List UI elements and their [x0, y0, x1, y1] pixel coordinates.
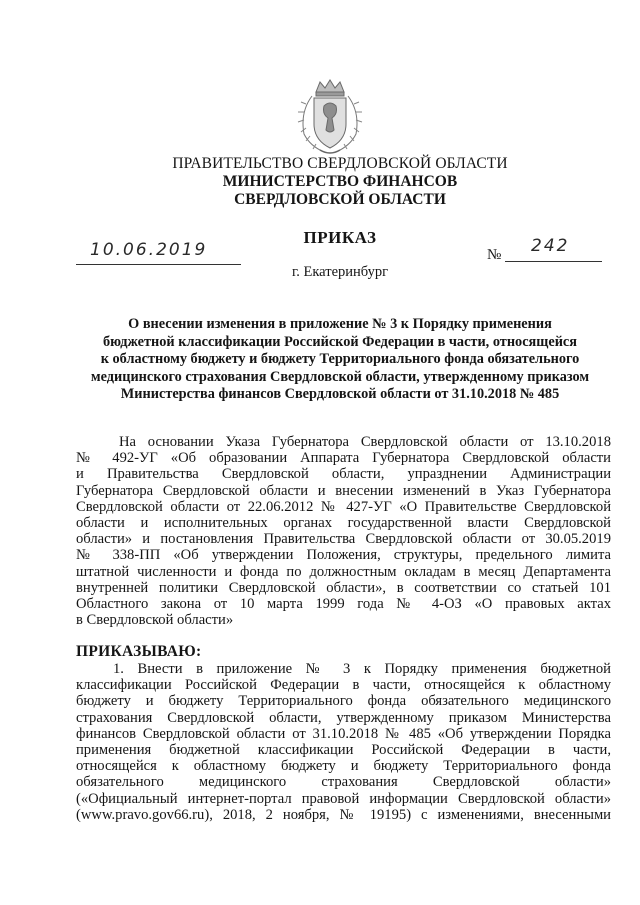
subject-line: медицинского страхования Свердловской области, утвержденному приказом: [90, 368, 590, 385]
text-line: № 338-ПП «Об утверждении Положения, структуры, предельного лимита: [76, 547, 611, 564]
preamble-paragraph: [76, 434, 611, 628]
text-line: На основании Указа Губернатора Свердловской области от 13.10.2018: [119, 434, 611, 450]
document-subject: [74, 316, 606, 404]
order-heading: ПРИКАЗЫВАЮ:: [76, 643, 202, 660]
number-label: №: [487, 247, 502, 263]
text-line: № 492-УГ «Об образовании Аппарата Губернатора Свердловской области: [76, 450, 611, 467]
text-line: обязательного медицинского страхования Свердловской области»: [76, 774, 611, 791]
subject-line: О внесении изменения в приложение № 3 к Порядку применения: [128, 316, 552, 332]
coat-of-arms-emblem: [294, 78, 366, 156]
text-line: классификации Российской Федерации в части, относящейся к областному: [76, 677, 611, 694]
date-field: [76, 240, 241, 265]
text-line: в Свердловской области»: [76, 612, 234, 629]
number-field: [505, 236, 602, 262]
city-line: г. Екатеринбург: [291, 264, 389, 280]
text-line: Областного закона от 10 марта 1999 года № 4-ОЗ «О правовых актах: [76, 595, 611, 612]
text-line: области» и постановления Правительства Свердловской области от 30.05.2019: [76, 531, 611, 548]
text-line: Губернатора Свердловской области и внесении изменений в Указ Губернатора: [76, 482, 611, 499]
text-line: (www.pravo.gov66.ru), 2018, 2 ноября, № 19195) с изменениями, внесенными: [76, 806, 611, 823]
handwritten-number: 242: [531, 236, 570, 256]
text-line: внутренней политики Свердловской области», в соответствии со статьей 101: [76, 579, 611, 596]
text-line: применения бюджетной классификации Российской Федерации в части,: [76, 741, 611, 758]
region-heading: СВЕРДЛОВСКОЙ ОБЛАСТИ: [234, 191, 446, 208]
text-line: относящейся к областному бюджету и бюджету Территориального фонда: [76, 758, 611, 775]
subject-line: к областному бюджету и бюджету Территориального фонда обязательного: [100, 351, 580, 367]
text-line: финансов Свердловской области от 31.10.2018 № 485 «Об утверждении Порядка: [76, 725, 611, 742]
text-line: 1. Внести в приложение № 3 к Порядку применения бюджетной: [113, 661, 611, 677]
text-line: штатной численности и фонда по должностным окладам в месяц Департамента: [76, 563, 611, 580]
item-1-paragraph: [76, 661, 611, 823]
ministry-heading: МИНИСТЕРСТВО ФИНАНСОВ: [222, 173, 458, 190]
text-line: («Официальный интернет-портал правовой информации Свердловской области»: [76, 790, 611, 807]
text-line: и Правительства Свердловской области, упразднении Администрации: [76, 466, 611, 483]
text-line: страхования Свердловской области, утвержденному приказом Министерства: [76, 709, 611, 726]
subject-line: Министерства финансов Свердловской области от 31.10.2018 № 485: [120, 386, 560, 402]
text-line: бюджету и бюджету Территориального фонда обязательного медицинского: [76, 693, 611, 710]
text-line: Свердловской области от 22.06.2012 № 427-УГ «О Правительстве Свердловской: [76, 498, 611, 515]
government-heading: ПРАВИТЕЛЬСТВО СВЕРДЛОВСКОЙ ОБЛАСТИ: [172, 155, 508, 172]
text-line: области и исполнительных органах государственной власти Свердловской: [76, 514, 611, 531]
document-type-title: ПРИКАЗ: [303, 228, 377, 247]
subject-line: бюджетной классификации Российской Федерации в части, относящейся: [102, 333, 578, 350]
handwritten-date: 10.06.2019: [90, 240, 208, 260]
